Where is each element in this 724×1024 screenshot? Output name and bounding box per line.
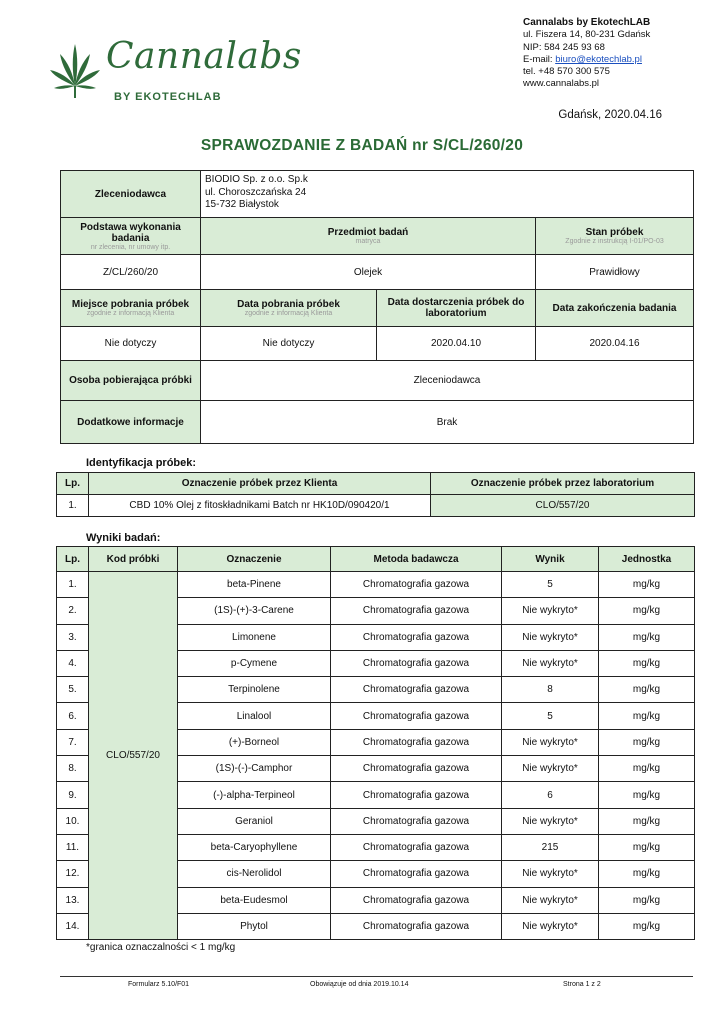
footer-valid-from: Obowiązuje od dnia 2019.10.14 bbox=[310, 981, 409, 988]
company-nip: NIP: 584 245 93 68 bbox=[523, 41, 605, 53]
company-name: Cannalabs by EkotechLAB bbox=[523, 17, 651, 28]
ident-header-lp: Lp. bbox=[57, 473, 89, 495]
row-method: Chromatografia gazowa bbox=[331, 756, 502, 782]
row-method: Chromatografia gazowa bbox=[331, 572, 502, 598]
state-label: Stan próbek bbox=[585, 227, 644, 238]
row-lp: 13. bbox=[57, 887, 89, 913]
row-method: Chromatografia gazowa bbox=[331, 729, 502, 755]
row-lp: 2. bbox=[57, 598, 89, 624]
cannabis-leaf-icon bbox=[48, 42, 102, 102]
row-lp: 12. bbox=[57, 861, 89, 887]
report-title: SPRAWOZDANIE Z BADAŃ nr S/CL/260/20 bbox=[200, 137, 524, 154]
results-header-unit: Jednostka bbox=[599, 547, 695, 572]
row-method: Chromatografia gazowa bbox=[331, 861, 502, 887]
logo-subtitle: BY EKOTECHLAB bbox=[114, 91, 222, 103]
row-name: Terpinolene bbox=[178, 677, 331, 703]
row-unit: mg/kg bbox=[599, 861, 695, 887]
basis-sub: nr zlecenia, nr umowy itp. bbox=[90, 243, 171, 251]
client-line: BIODIO Sp. z o.o. Sp.k bbox=[205, 174, 308, 185]
row-result: 8 bbox=[502, 677, 599, 703]
row-result: 5 bbox=[502, 703, 599, 729]
results-header-lp: Lp. bbox=[57, 547, 89, 572]
company-logo bbox=[48, 34, 302, 114]
row-name: (+)-Borneol bbox=[178, 729, 331, 755]
ident-header-lab: Oznaczenie próbek przez laboratorium bbox=[431, 473, 695, 495]
row-result: Nie wykryto* bbox=[502, 756, 599, 782]
row-method: Chromatografia gazowa bbox=[331, 782, 502, 808]
row-result: 6 bbox=[502, 782, 599, 808]
place-value: Nie dotyczy bbox=[61, 327, 201, 361]
row-method: Chromatografia gazowa bbox=[331, 913, 502, 939]
company-address: ul. Fiszera 14, 80-231 Gdańsk bbox=[523, 29, 651, 41]
client-label: Zleceniodawca bbox=[61, 171, 201, 218]
row-name: Geraniol bbox=[178, 808, 331, 834]
row-result: Nie wykryto* bbox=[502, 887, 599, 913]
row-unit: mg/kg bbox=[599, 756, 695, 782]
row-name: Limonene bbox=[178, 624, 331, 650]
row-name: (-)-alpha-Terpineol bbox=[178, 782, 331, 808]
row-lp: 6. bbox=[57, 703, 89, 729]
row-name: beta-Pinene bbox=[178, 572, 331, 598]
row-unit: mg/kg bbox=[599, 913, 695, 939]
subject-sub: matryca bbox=[355, 238, 381, 245]
row-lp: 14. bbox=[57, 913, 89, 939]
row-lp: 7. bbox=[57, 729, 89, 755]
row-name: beta-Eudesmol bbox=[178, 887, 331, 913]
extra-info-label: Dodatkowe informacje bbox=[61, 401, 201, 444]
row-unit: mg/kg bbox=[599, 887, 695, 913]
extra-info-value: Brak bbox=[201, 401, 694, 444]
state-value: Prawidłowy bbox=[536, 255, 694, 290]
table-row bbox=[57, 572, 695, 598]
row-unit: mg/kg bbox=[599, 572, 695, 598]
row-method: Chromatografia gazowa bbox=[331, 677, 502, 703]
row-result: Nie wykryto* bbox=[502, 650, 599, 676]
row-unit: mg/kg bbox=[599, 834, 695, 860]
results-table bbox=[56, 546, 695, 940]
row-unit: mg/kg bbox=[599, 624, 695, 650]
results-header-name: Oznaczenie bbox=[178, 547, 331, 572]
delivery-date-label: Data dostarczenia próbek do laboratorium bbox=[377, 290, 536, 327]
row-unit: mg/kg bbox=[599, 677, 695, 703]
report-date: Gdańsk, 2020.04.16 bbox=[558, 109, 662, 121]
company-website: www.cannalabs.pl bbox=[523, 78, 600, 90]
identification-heading: Identyfikacja próbek: bbox=[86, 457, 197, 469]
row-name: Phytol bbox=[178, 913, 331, 939]
basis-value: Z/CL/260/20 bbox=[61, 255, 201, 290]
state-sub: Zgodnie z instrukcją I-01/PO-03 bbox=[565, 238, 664, 245]
basis-label-cell bbox=[61, 218, 201, 255]
row-method: Chromatografia gazowa bbox=[331, 598, 502, 624]
row-lp: 8. bbox=[57, 756, 89, 782]
row-result: Nie wykryto* bbox=[502, 913, 599, 939]
row-lp: 4. bbox=[57, 650, 89, 676]
company-contact bbox=[523, 17, 650, 91]
ident-client: CBD 10% Olej z fitoskładnikami Batch nr HK10D/090420/1 bbox=[89, 495, 431, 517]
end-date-label: Data zakończenia badania bbox=[536, 290, 694, 327]
client-line: ul. Choroszczańska 24 bbox=[205, 186, 307, 198]
client-line: 15-732 Białystok bbox=[205, 199, 279, 210]
sampling-date-label-cell bbox=[201, 290, 377, 327]
footer-form: Formularz 5.10/F01 bbox=[128, 981, 190, 988]
client-value bbox=[201, 171, 694, 218]
row-result: Nie wykryto* bbox=[502, 808, 599, 834]
sampler-label: Osoba pobierająca próbki bbox=[61, 361, 201, 401]
row-method: Chromatografia gazowa bbox=[331, 834, 502, 860]
row-lp: 3. bbox=[57, 624, 89, 650]
ident-header-client: Oznaczenie próbek przez Klienta bbox=[89, 473, 431, 495]
row-result: Nie wykryto* bbox=[502, 624, 599, 650]
place-sub: zgodnie z informacją Klienta bbox=[86, 310, 175, 317]
order-info-table bbox=[60, 170, 694, 444]
row-result: 5 bbox=[502, 572, 599, 598]
row-method: Chromatografia gazowa bbox=[331, 887, 502, 913]
delivery-date-value: 2020.04.10 bbox=[377, 327, 536, 361]
results-header-method: Metoda badawcza bbox=[331, 547, 502, 572]
results-heading: Wyniki badań: bbox=[86, 532, 161, 544]
row-unit: mg/kg bbox=[599, 808, 695, 834]
row-method: Chromatografia gazowa bbox=[331, 703, 502, 729]
end-date-value: 2020.04.16 bbox=[536, 327, 694, 361]
identification-table bbox=[56, 472, 695, 517]
row-lp: 1. bbox=[57, 572, 89, 598]
row-name: beta-Caryophyllene bbox=[178, 834, 331, 860]
row-result: Nie wykryto* bbox=[502, 598, 599, 624]
row-unit: mg/kg bbox=[599, 703, 695, 729]
row-lp: 10. bbox=[57, 808, 89, 834]
row-name: (1S)-(-)-Camphor bbox=[178, 756, 331, 782]
company-phone: tel. +48 570 300 575 bbox=[523, 66, 610, 78]
results-header-result: Wynik bbox=[502, 547, 599, 572]
subject-label-cell bbox=[201, 218, 536, 255]
detection-limit-note: *granica oznaczalności < 1 mg/kg bbox=[86, 942, 236, 953]
table-row bbox=[57, 495, 695, 517]
company-email-line bbox=[523, 54, 650, 66]
page-footer bbox=[60, 976, 693, 988]
row-result: Nie wykryto* bbox=[502, 861, 599, 887]
subject-label: Przedmiot badań bbox=[327, 227, 409, 238]
email-label: E-mail: bbox=[523, 53, 553, 65]
row-name: Linalool bbox=[178, 703, 331, 729]
row-lp: 11. bbox=[57, 834, 89, 860]
ident-lab: CLO/557/20 bbox=[431, 495, 695, 517]
place-label-cell bbox=[61, 290, 201, 327]
row-result: 215 bbox=[502, 834, 599, 860]
row-name: cis-Nerolidol bbox=[178, 861, 331, 887]
row-unit: mg/kg bbox=[599, 782, 695, 808]
row-lp: 9. bbox=[57, 782, 89, 808]
row-unit: mg/kg bbox=[599, 729, 695, 755]
row-unit: mg/kg bbox=[599, 598, 695, 624]
row-method: Chromatografia gazowa bbox=[331, 650, 502, 676]
sampling-date-label: Data pobrania próbek bbox=[237, 299, 340, 310]
results-header-code: Kod próbki bbox=[89, 547, 178, 572]
footer-page: Strona 1 z 2 bbox=[563, 981, 601, 988]
sampler-value: Zleceniodawca bbox=[201, 361, 694, 401]
sampling-date-value: Nie dotyczy bbox=[201, 327, 377, 361]
logo-brand: Cannalabs bbox=[106, 36, 302, 77]
row-name: (1S)-(+)-3-Carene bbox=[178, 598, 331, 624]
place-label: Miejsce pobrania próbek bbox=[71, 299, 190, 310]
row-lp: 5. bbox=[57, 677, 89, 703]
sampling-date-sub: zgodnie z informacją Klienta bbox=[244, 310, 333, 317]
row-result: Nie wykryto* bbox=[502, 729, 599, 755]
basis-label: Podstawa wykonania badania bbox=[80, 221, 181, 244]
state-label-cell bbox=[536, 218, 694, 255]
sample-code: CLO/557/20 bbox=[89, 572, 178, 940]
email-link[interactable]: biuro@ekotechlab.pl bbox=[555, 53, 642, 65]
row-name: p-Cymene bbox=[178, 650, 331, 676]
row-method: Chromatografia gazowa bbox=[331, 624, 502, 650]
row-method: Chromatografia gazowa bbox=[331, 808, 502, 834]
ident-lp: 1. bbox=[57, 495, 89, 517]
subject-value: Olejek bbox=[201, 255, 536, 290]
row-unit: mg/kg bbox=[599, 650, 695, 676]
